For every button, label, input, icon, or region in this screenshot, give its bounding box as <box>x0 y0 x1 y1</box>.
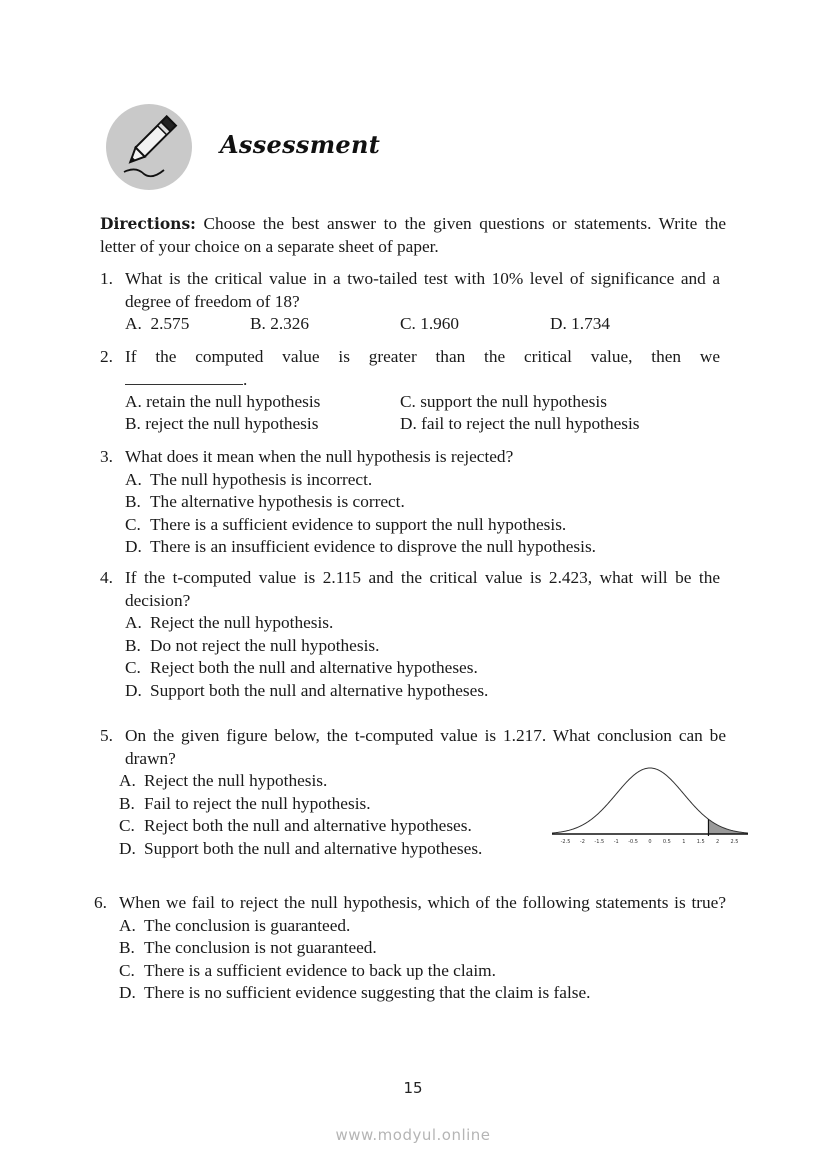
question-stem: On the given figure below, the t-computed value is 1.217. What conclusion can be drawn? <box>125 726 726 768</box>
option-a: A. The conclusion is guaranteed. <box>119 915 351 935</box>
directions-label: Directions: <box>100 214 196 233</box>
option-b: B. Fail to reject the null hypothesis. <box>119 793 371 813</box>
option-a: A. 2.575 <box>125 314 190 333</box>
x-tick-label: -1 <box>613 839 619 845</box>
question-2 <box>100 346 720 436</box>
answer-blank-line: . <box>125 369 720 391</box>
question-stem: What does it mean when the null hypothesis is rejected? <box>125 447 514 466</box>
question-number: 1. <box>100 269 113 288</box>
x-tick-label: 1 <box>682 839 686 845</box>
bell-curve-figure <box>552 762 748 852</box>
blank <box>125 371 243 385</box>
question-stem: If the computed value is greater than the critical value, then we <box>125 347 720 366</box>
option-b: B. 2.326 <box>250 314 310 333</box>
x-tick-label: -0.5 <box>628 839 638 845</box>
x-tick-label: 1.5 <box>696 839 705 845</box>
t-distribution-chart <box>552 762 748 852</box>
question-number: 3. <box>100 447 113 466</box>
option-c: C. There is a sufficient evidence to support the null hypothesis. <box>125 514 567 534</box>
option-b: B. The conclusion is not guaranteed. <box>119 938 377 957</box>
page-number: 15 <box>403 1079 423 1097</box>
option-b: B. Do not reject the null hypothesis. <box>125 635 380 655</box>
option-d: D. Support both the null and alternative hypotheses. <box>119 838 483 858</box>
rejection-region <box>708 819 748 834</box>
question-number: 4. <box>100 568 113 587</box>
option-c: C. There is a sufficient evidence to back up the claim. <box>119 960 496 980</box>
x-tick-label: 0.5 <box>662 839 671 845</box>
option-c: C. Reject both the null and alternative hypotheses. <box>125 658 478 677</box>
options-grid <box>125 391 720 436</box>
option-d: D. fail to reject the null hypothesis <box>400 414 640 433</box>
option-c: C. support the null hypothesis <box>400 391 607 411</box>
option-a: A. Reject the null hypothesis. <box>125 613 334 632</box>
x-tick-label: -2.5 <box>560 839 571 845</box>
options-list <box>94 770 536 860</box>
question-stem-line-1: When we fail to reject the null hypothesis, which of the following statements is true? <box>119 893 726 912</box>
question-number: 2. <box>100 347 113 366</box>
option-d: D. 1.734 <box>550 314 611 333</box>
question-1 <box>100 268 720 336</box>
watermark-link[interactable]: www.modyul.online <box>335 1126 491 1144</box>
question-number: 6. <box>94 893 107 912</box>
bell-curve <box>552 768 748 833</box>
option-a: A. The null hypothesis is incorrect. <box>125 469 373 489</box>
option-a: A. Reject the null hypothesis. <box>119 771 328 790</box>
option-b: B. The alternative hypothesis is correct. <box>125 492 405 511</box>
option-c: C. 1.960 <box>400 314 460 333</box>
question-6 <box>94 892 726 1005</box>
option-c: C. Reject both the null and alternative hypotheses. <box>119 816 472 835</box>
option-b: B. reject the null hypothesis <box>125 414 319 433</box>
option-d: D. Support both the null and alternative hypotheses. <box>125 680 489 700</box>
x-tick-label: -2 <box>579 839 585 845</box>
question-3 <box>100 446 720 559</box>
options-row <box>125 313 720 336</box>
x-tick-label: 0 <box>648 839 652 845</box>
option-a: A. retain the null hypothesis <box>125 391 321 411</box>
question-stem: What is the critical value in a two-tailed test with 10% level of significance and a degree of freedom of 18? <box>125 269 720 311</box>
x-tick-label: 2 <box>715 839 720 845</box>
directions-text: Choose the best answer to the given questions or statements. Write the letter of your choice on a separate sheet of paper. <box>100 214 726 256</box>
question-number: 5. <box>100 726 113 745</box>
pencil-icon <box>106 104 192 190</box>
directions <box>100 213 726 258</box>
question-4 <box>100 567 720 702</box>
pencil-icon-badge <box>106 104 192 190</box>
option-d: D. There is no sufficient evidence suggesting that the claim is false. <box>119 983 591 1002</box>
x-tick-label: 2.5 <box>730 839 739 845</box>
option-d: D. There is an insufficient evidence to disprove the null hypothesis. <box>125 537 597 556</box>
x-tick-label: -1.5 <box>594 839 605 845</box>
question-stem: If the t-computed value is 2.115 and the critical value is 2.423, what will be the decision? <box>125 568 720 610</box>
page-title: Assessment <box>220 130 381 159</box>
